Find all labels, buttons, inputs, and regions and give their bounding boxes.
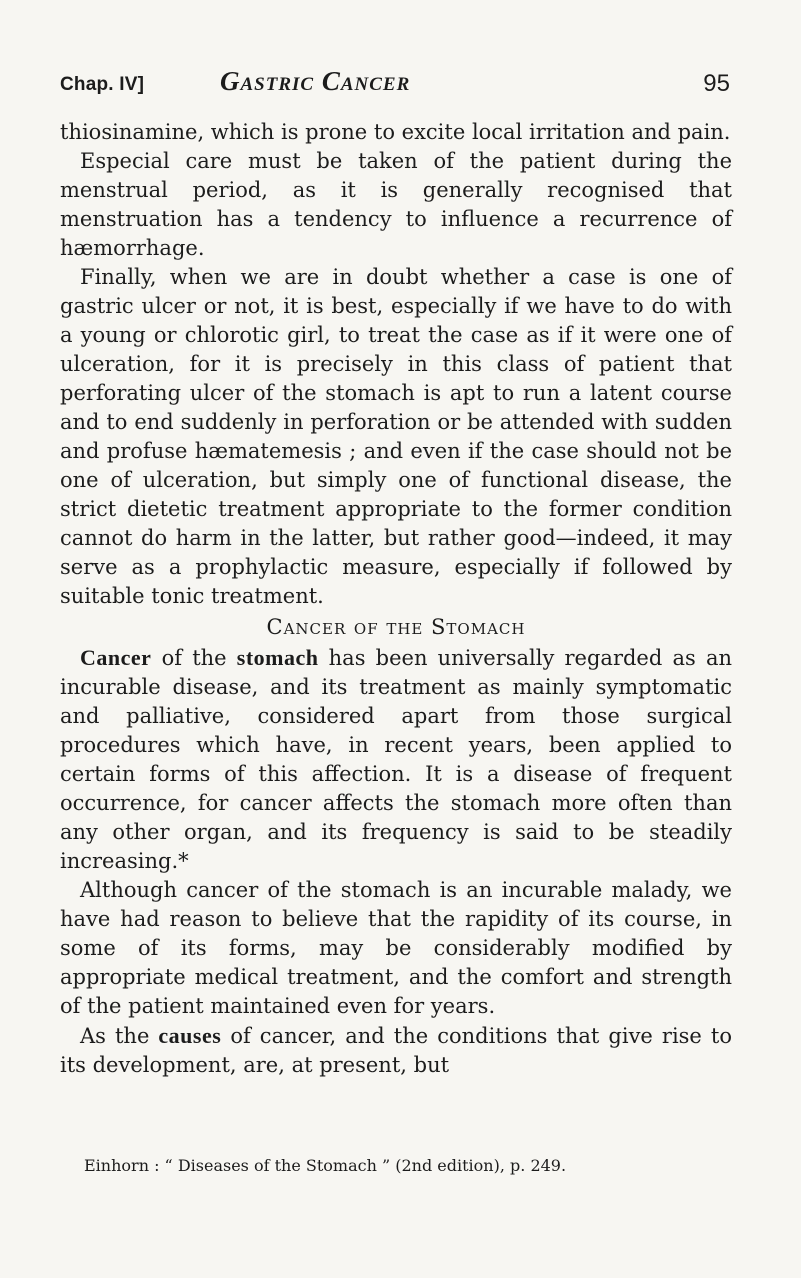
paragraph-finally: Finally, when we are in doubt whether a case is one of gastric ulcer or not, it is best, especially if we have to do with a young or chlorotic girl, to treat the case as if it were one of ulceration, for it is precisely in this class of patient that perforating ulcer of the stomach is apt to run a latent course and to end suddenly in perforation or be attended with sudden and profuse hæmatemesis ; and even if the case should not be one of ulceration, but simply one of functional disease, the strict dietetic treatment appropriate to the former condition cannot do harm in the latter, but rather good—indeed, it may serve as a prophylactic measure, especially if followed by suitable tonic treatment. [60, 265, 732, 608]
page-number: 95 [703, 70, 730, 97]
paragraph-text: As the [80, 1024, 159, 1048]
paragraph-causes [60, 1021, 732, 1080]
paragraph-text: of cancer, and the conditions that give rise to its development, are, at present, but [60, 1024, 732, 1077]
running-header [60, 66, 732, 106]
paragraph-incurable: Although cancer of the stomach is an incurable malady, we have had reason to believe that the rapidity of its course, in some of its forms, may be considerably modified by appropriate medical treatment, and the comfort and strength of the patient maintained even for years. [60, 878, 732, 1018]
paragraph-menstrual: Especial care must be taken of the patient during the menstrual period, as it is generally recognised that menstruation has a tendency to influence a recurrence of hæmorrhage. [60, 149, 732, 260]
bold-term-cancer: Cancer [80, 645, 152, 670]
paragraph-text: has been universally regarded as an incurable disease, and its treatment as mainly symptomatic and palliative, considered apart from those surgical procedures which have, in recent years, been applied to certain forms of this affection. It is a disease of frequent occurrence, for cancer affects the stomach more often than any other organ, and its frequency is said to be steadily increasing.* [60, 646, 732, 873]
paragraph-text: of the [151, 646, 237, 670]
body-text [60, 118, 732, 1080]
bold-term-causes: causes [158, 1023, 222, 1048]
bold-term-stomach: stomach [236, 645, 319, 670]
chapter-label: Chap. IV] [60, 74, 145, 95]
section-heading: Cancer of the Stomach [266, 615, 526, 639]
paragraph-continuation: thiosinamine, which is prone to excite local irritation and pain. [60, 120, 731, 144]
paragraph-cancer-intro [60, 643, 732, 876]
running-title: Gastric Cancer [220, 66, 411, 96]
footnote: Einhorn : “ Diseases of the Stomach ” (2nd edition), p. 249. [84, 1156, 567, 1175]
